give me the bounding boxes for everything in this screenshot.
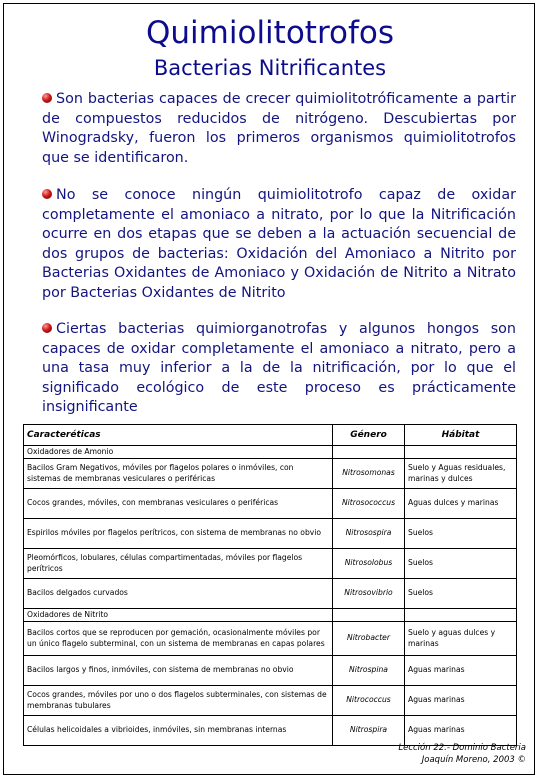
cell-genus: Nitrospina: [333, 656, 405, 686]
header-genus: Género: [333, 425, 405, 446]
paragraph-2-text: No se conoce ningún quimiolitotrofo capaz de oxidar completamente el amoniaco a nitrato, por lo que la Nitrificación ocurre en dos etapas que se deben a la actuación secuencial de dos grupos de bacterias: Oxidación del Amoniaco a Nitrito por Bacterias Oxidantes de Amoniaco y Oxidación de Nitrito a Nitrato por Bacterias Oxidantes de Nitrito: [42, 187, 516, 301]
cell-characteristics: Bacilos delgados curvados: [24, 579, 333, 609]
page-subtitle: Bacterias Nitrificantes: [153, 56, 387, 80]
header-characteristics: Caracteréticas: [24, 425, 333, 446]
nitrifying-bacteria-table: [23, 424, 517, 746]
cell-characteristics: Bacilos cortos que se reproducen por gemación, ocasionalmente móviles por un único flagelo subterminal, con un sistema de membranas en capas polares: [24, 622, 333, 656]
cell-habitat: Suelo y aguas dulces y marinas: [405, 622, 517, 656]
table-row: [24, 622, 517, 656]
cell-characteristics: Células helicoidales a vibrioides, inmóviles, sin membranas internas: [24, 716, 333, 746]
cell-habitat: Suelos: [405, 549, 517, 579]
table-row: [24, 549, 517, 579]
red-sphere-bullet-icon: [42, 93, 52, 103]
table-row: [24, 489, 517, 519]
cell-habitat: Suelos: [405, 579, 517, 609]
cell-characteristics: Espirilos móviles por flagelos perítricos, con sistema de membranas no obvio: [24, 519, 333, 549]
paragraph-1: [42, 90, 516, 168]
cell-characteristics: Cocos grandes, móviles, con membranas vesiculares o periféricas: [24, 489, 333, 519]
cell-genus: Nitrospira: [333, 716, 405, 746]
cell-characteristics: Bacilos Gram Negativos, móviles por flagelos polares o inmóviles, con sistemas de membranas vesiculares o periféricas: [24, 459, 333, 489]
paragraph-1-text: Son bacterias capaces de crecer quimiolitotróficamente a partir de compuestos reducidos de nitrógeno. Descubiertas por Winogradsky, fueron los primeros organismos quimiolitotrofos que se identificaron.: [42, 91, 516, 166]
table-row: [24, 579, 517, 609]
cell-habitat: Aguas dulces y marinas: [405, 489, 517, 519]
red-sphere-bullet-icon: [42, 323, 52, 333]
table-row: [24, 656, 517, 686]
footer-lesson: Lección 22.- Dominio Bacteria: [398, 743, 526, 753]
section-label: Oxidadores de Amonio: [24, 446, 333, 459]
cell-genus: Nitrosomonas: [333, 459, 405, 489]
table-row: [24, 716, 517, 746]
section-row-amonio: [24, 446, 517, 459]
red-sphere-bullet-icon: [42, 189, 52, 199]
cell-habitat: Aguas marinas: [405, 716, 517, 746]
cell-characteristics: Bacilos largos y finos, inmóviles, con sistema de membranas no obvio: [24, 656, 333, 686]
cell-genus: Nitrobacter: [333, 622, 405, 656]
cell-genus: Nitrosospira: [333, 519, 405, 549]
section-row-nitrito: [24, 609, 517, 622]
cell-characteristics: Pleomórficos, lobulares, células compartimentadas, móviles por flagelos perítricos: [24, 549, 333, 579]
cell-genus: Nitrosococcus: [333, 489, 405, 519]
paragraph-2: [42, 186, 516, 303]
cell-characteristics: Cocos grandes, móviles por uno o dos flagelos subterminales, con sistemas de membranas tubulares: [24, 686, 333, 716]
footer-author: Joaquín Moreno, 2003 ©: [421, 755, 526, 765]
cell-genus: Nitrococcus: [333, 686, 405, 716]
cell-habitat: Suelos: [405, 519, 517, 549]
paragraph-3-text: Ciertas bacterias quimiorganotrofas y algunos hongos son capaces de oxidar completamente el amoniaco a nitrato, pero a una tasa muy inferior a la de la nitrificación, por lo que el significado ecológico de este proceso es prácticamente insignificante: [42, 321, 516, 415]
cell-habitat: Aguas marinas: [405, 686, 517, 716]
page-title: Quimiolitotrofos: [146, 15, 394, 51]
cell-habitat: Aguas marinas: [405, 656, 517, 686]
table-header-row: [24, 425, 517, 446]
footer: [326, 742, 526, 766]
table-row: [24, 686, 517, 716]
section-label: Oxidadores de Nitrito: [24, 609, 333, 622]
table-row: [24, 459, 517, 489]
header-habitat: Hábitat: [405, 425, 517, 446]
paragraph-3: [42, 320, 516, 418]
cell-genus: Nitrosovibrio: [333, 579, 405, 609]
table-row: [24, 519, 517, 549]
cell-genus: Nitrosolobus: [333, 549, 405, 579]
cell-habitat: Suelo y Aguas residuales, marinas y dulces: [405, 459, 517, 489]
